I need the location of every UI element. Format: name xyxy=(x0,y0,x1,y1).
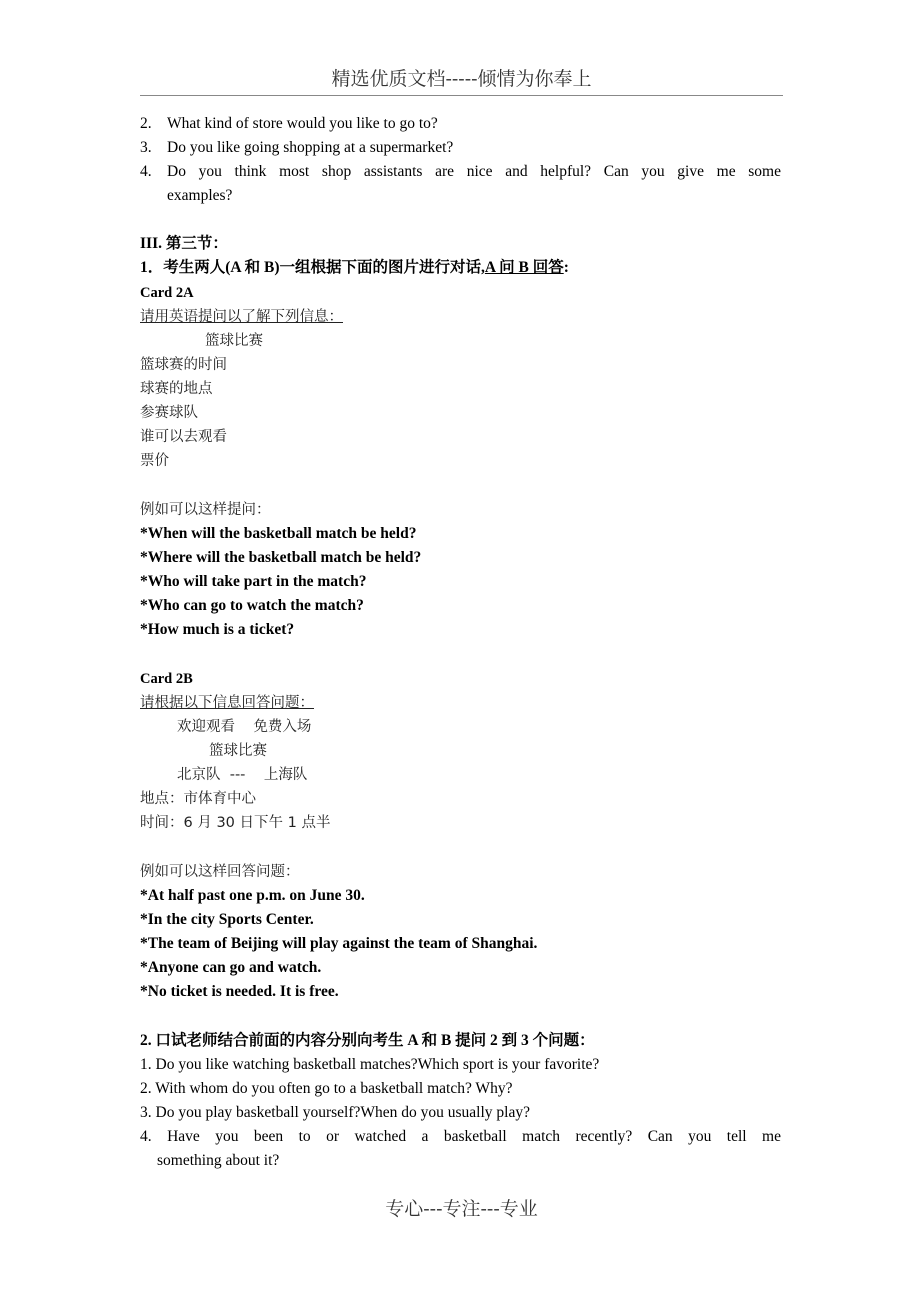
card-b-time: 时间：6 月 30 日下午 1 点半 xyxy=(140,815,331,831)
card-b-line-welcome: 欢迎观看 免费入场 xyxy=(177,719,312,735)
card-b-line-heading: 篮球比赛 xyxy=(209,743,267,759)
card-a-example: *How much is a ticket? xyxy=(140,621,295,638)
list-text: Do you like going shopping at a supermarket? xyxy=(167,139,454,156)
task-2-question: 2. With whom do you often go to a basketball match? Why? xyxy=(140,1080,513,1097)
card-a-example: *When will the basketball match be held? xyxy=(140,525,417,542)
card-a-item: 参赛球队 xyxy=(140,405,198,421)
card-a-example: *Where will the basketball match be held? xyxy=(140,549,422,566)
header-divider xyxy=(140,95,783,96)
list-text: Do you think most shop assistants are nice and helpful? Can you give me some xyxy=(167,163,781,180)
list-number: 2. xyxy=(140,115,152,132)
task-1-underlined: A 问 B 回答 xyxy=(484,259,564,276)
card-b-example: *The team of Beijing will play against the team of Shanghai. xyxy=(140,935,538,952)
card-b-example: *At half past one p.m. on June 30. xyxy=(140,887,365,904)
list-number: 3. xyxy=(140,139,152,156)
page-footer: 专心---专注---专业 xyxy=(385,1198,538,1220)
card-b-example: *Anyone can go and watch. xyxy=(140,959,322,976)
card-b-location: 地点：市体育中心 xyxy=(140,791,256,807)
list-item xyxy=(140,161,781,183)
card-b-example: *No ticket is needed. It is free. xyxy=(140,983,339,1000)
card-a-item: 球赛的地点 xyxy=(140,381,213,397)
card-a-instruction: 请用英语提问以了解下列信息： xyxy=(140,309,343,325)
card-a-heading: 篮球比赛 xyxy=(205,333,263,349)
list-item xyxy=(140,113,438,135)
card-b-example: *In the city Sports Center. xyxy=(140,911,314,928)
section-title: III. 第三节： xyxy=(140,235,228,252)
task-2-title: 2. 口试老师结合前面的内容分别向考生 A 和 B 提问 2 到 3 个问题： xyxy=(140,1032,595,1049)
list-text: What kind of store would you like to go to? xyxy=(167,115,438,132)
task-1-instruction xyxy=(140,257,569,279)
card-b-title: Card 2B xyxy=(140,671,193,687)
card-a-item: 票价 xyxy=(140,453,169,469)
task-2-question: 1. Do you like watching basketball matches?Which sport is your favorite? xyxy=(140,1056,600,1073)
card-b-example-label: 例如可以这样回答问题： xyxy=(140,864,300,880)
card-b-instruction: 请根据以下信息回答问题： xyxy=(140,695,314,711)
card-a-item: 篮球赛的时间 xyxy=(140,357,227,373)
task-2-question-continuation: something about it? xyxy=(157,1152,280,1169)
task-1-prefix: 1．考生两人(A 和 B)一组根据下面的图片进行对话, xyxy=(140,259,485,276)
page-header: 精选优质文档-----倾情为你奉上 xyxy=(331,68,592,90)
card-a-item: 谁可以去观看 xyxy=(140,429,227,445)
card-a-example-label: 例如可以这样提问： xyxy=(140,502,271,518)
task-1-suffix: : xyxy=(563,259,569,276)
card-a-example: *Who can go to watch the match? xyxy=(140,597,364,614)
task-2-question: 4. Have you been to or watched a basketball match recently? Can you tell me xyxy=(140,1128,781,1145)
list-number: 4. xyxy=(140,163,152,180)
list-item xyxy=(140,137,453,159)
card-a-example: *Who will take part in the match? xyxy=(140,573,367,590)
card-a-title: Card 2A xyxy=(140,285,194,301)
card-b-line-teams: 北京队 --- 上海队 xyxy=(177,767,308,783)
list-text-continuation: examples? xyxy=(167,187,233,204)
task-2-question: 3. Do you play basketball yourself?When do you usually play? xyxy=(140,1104,530,1121)
